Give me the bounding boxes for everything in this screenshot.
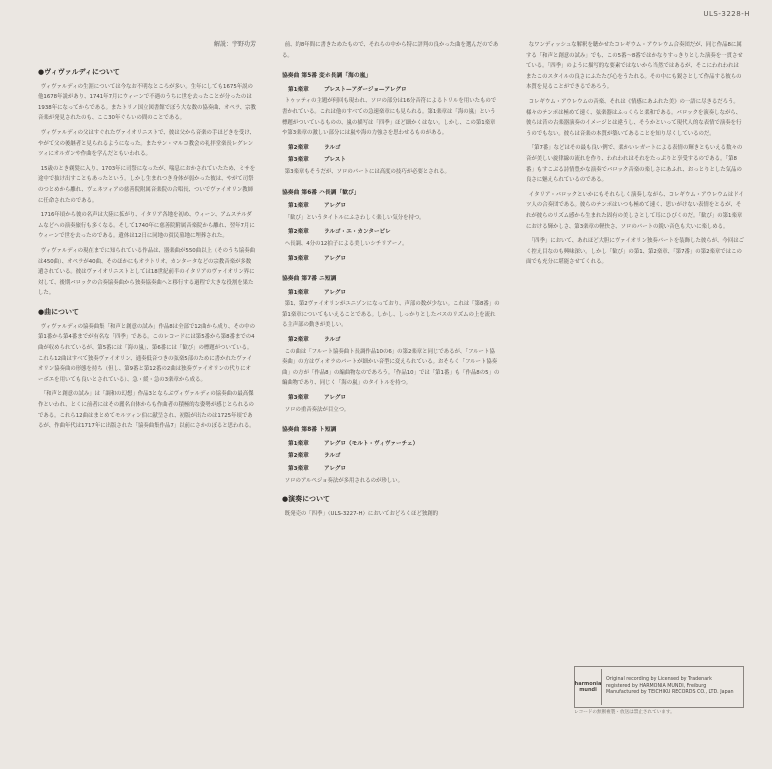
works-heading: ●曲について	[38, 307, 79, 316]
vivaldi-paragraph: ヴィヴァルディの生涯については今なお不明なところが多い。生年にしても1675年説の他1678年説があり、1741年7月にウィーンで不遇のうちに世を去ったことが分ったのは1938年になってからである。またトリノ国立図書館でぼう大な数の協奏曲、オペラ、宗教音楽が発見されたのも、ここ30年ぐらいの間のことである。	[38, 83, 256, 122]
movement-name: プレスト—アダージョ—アレグロ	[324, 86, 407, 93]
movement-row	[288, 155, 500, 166]
movement-row	[288, 227, 500, 238]
movement-name: ラルゴ	[324, 144, 341, 151]
movement-row	[288, 439, 500, 450]
works-paragraph: 「和声と創意の試み」は「調和の幻想」作品3とならぶヴィヴァルディの協奏曲の最高傑作といわれ、とくに前者にはその麗名自体からも作曲者の積極的な姿勢が感じとられるのである。これら12曲はまとめてモルツィン伯に献呈され、初版が出たのは1725年頃であるが、作曲年代は1717年に出版された「協奏曲集作品7」以前にさかのぼると思われる。	[38, 391, 255, 430]
movement-row	[288, 85, 500, 96]
performance-paragraph: 「第7番」などはその最も良い例で、柔かいレガートによる表情の輝きともいえる数々の音が美しい旋律線の流れを作り、われわれはそれをたっぷりと享受するのである。「第8番」もすこぶる詩情豊かな演奏でバロック音楽の楽しさにあふれ、おっとりとした気品の良さに魅えられているのである。	[526, 145, 743, 184]
concerto-description: ソロの重音奏法が目立つ。	[284, 406, 350, 413]
movement-row	[288, 254, 500, 265]
performance-paragraph: イタリア・バロックといかにもそれらしく演奏しながら、コレギウム・アウレウムはドイツ人の合奏団である。彼らのテンポはいつも極めて速く、思いがけない表情をとるが、それが彼らのリズム感から生まれた固有の美しさとして耳にひびくのだ。「歓び」の第1楽章における輝かしさ、第3楽章の軽快さ、ソロのパートの鋭い音色も大いに楽しめる。	[526, 191, 744, 230]
movement-name: プレスト	[324, 157, 346, 164]
concerto-description: ソロのアルペジョ奏法が多用されるのが珍しい。	[284, 477, 403, 484]
label-credit-lines	[606, 677, 743, 697]
movement-number: 第2楽章	[288, 144, 309, 151]
performance-paragraph: コレギウム・アウレウムの音楽、それは《情感にあふれた美》の一語に尽きるだろう。様々のテンポは極めて速く、弦楽器はふっくらと柔和である。バロックを演奏しながら、彼らは昔の古楽器演奏のイメージとは違うし、そうかといって現代人的な表情で演奏を行うのでもない。彼らは音楽の本質が築いてあることを知り尽くしているのだ。	[526, 98, 742, 137]
movement-name: アレグロ（モルト・ヴィヴァーチェ）	[324, 440, 419, 447]
movement-number: 第2楽章	[288, 453, 309, 460]
vivaldi-paragraph: 15歳のとき剃髪に入り、1703年に司祭になったが、喘息におかされていたため、ミサを途中で抜け出すこともあったという。しかし生まれつき身体が弱かった彼は、やがて司祭のつとめから離れ、ヴェネツィアの慈善院附属音楽院の合唱長、ついでヴァイオリン教師に任命されたのである。	[38, 165, 256, 204]
movement-row	[288, 288, 500, 299]
movement-name: アレグロ	[324, 289, 347, 296]
concerto-description: 第3楽章もそうだが、ソロのパートには高度の技巧が必要とされる。	[284, 168, 450, 175]
movement-name: アレグロ	[324, 255, 347, 262]
concerto-6-title: 協奏曲 第6番 ハ長調「歓び」	[282, 189, 360, 196]
movement-row	[288, 451, 500, 462]
concerto-description: 「歓び」というタイトルにふさわしく楽しい気分を持つ。	[284, 214, 425, 221]
movement-row	[288, 393, 500, 404]
concerto-description: ヘ長調、4分の12拍子による美しいシチリアーノ。	[284, 240, 408, 247]
credit-line: Original recording by Licensed by Tradenark	[606, 677, 712, 683]
column-1	[38, 40, 256, 436]
movement-row	[288, 464, 500, 475]
movement-name: ラルゴ	[324, 337, 341, 344]
movement-name: アレグロ	[324, 395, 347, 402]
column-2	[282, 40, 500, 524]
movement-number: 第1楽章	[288, 440, 309, 447]
movement-name: アレグロ	[324, 203, 347, 210]
movement-number: 第3楽章	[288, 466, 309, 472]
label-credit-box	[574, 666, 744, 708]
movement-number: 第2楽章	[288, 337, 309, 344]
vivaldi-paragraph: ヴィヴァルディの父はすぐれたヴァイオリニストで、彼は父から音楽の手ほどきを受け、やがて父の後継者と見られるようになった。またサン・マルコ教会の礼拝堂楽長レグレンツィにオルガンや作曲を学んだともいわれる。	[38, 129, 255, 158]
concerto-5-title: 協奏曲 第5番 変ホ長調「海の嵐」	[282, 73, 372, 80]
harmonia-mundi-logo-icon: harmonia mundi	[575, 669, 602, 705]
concerto-description: 第1、第2ヴァイオリンがユニゾンになっており、声部の数が少ない。これは「第8番」の第1楽章についてもいえることである。しかし、しっかりとしたバスのリズムの上を流れる主声部の動きが美しい。	[282, 301, 500, 329]
rights-notice: レコードの無断複製・放送は禁止されています。	[574, 710, 675, 715]
column-3	[526, 40, 744, 272]
credit-line: Manufactured by TEICHIKU RECORDS CO., LTD. Japan	[606, 690, 734, 696]
movement-row	[288, 201, 500, 212]
movement-number: 第1楽章	[288, 86, 309, 93]
movement-number: 第1楽章	[288, 289, 309, 296]
concerto-description: トゥッティの主題が何回も現われ、ソロの部分は16分音符によるトリルを用いたもので書かれている。これは他のすべての急速楽章にも見られる。第1楽章は「海の嵐」という標題がついているものの、嵐の描写は「四季」ほど細かくはない。しかし、この第1楽章や第3楽章の激しい部分には嵐や海の力強さを思わせるものがある。	[282, 98, 497, 137]
movement-number: 第3楽章	[288, 255, 309, 262]
movement-row	[288, 335, 500, 346]
movement-name: アレグロ	[324, 466, 347, 472]
performance-heading: ●演奏について	[282, 495, 330, 504]
vivaldi-heading: ●ヴィヴァルディについて	[38, 67, 120, 76]
concerto-7-title: 協奏曲 第7番 ニ短調	[282, 276, 337, 283]
performance-intro: 既発売の「四季」（ULS-3227-H）においておどろくほど独創的	[284, 511, 439, 518]
movement-number: 第3楽章	[288, 157, 309, 164]
works-paragraph: ヴィヴァルディの協奏曲集「和声と創意の試み」作品8は全部で12曲から成り、その中の第1番から第4番までが有名な「四季」である。このレコードには第5番から第8番までの4曲が収められているが、第5番には「海の嵐」、第6番には「歓び」の標題がついている。これら12曲はすべて独奏ヴァイオリン、通奏低音つきの弦楽5部のために書かれたヴァイオリン協奏曲の形態を持ち（但し、第9番と第12番の2曲は独奏ヴァイオリンの代りにオーボエを用いても良いとされている）、急・緩・急の3楽章から成る。	[38, 323, 256, 383]
column-2-intro: 前、約8年間に書きためたもので、それらの中から特に評判の良かった曲を選んだのである。	[282, 42, 499, 59]
author-credit: 解説：宇野功芳	[213, 41, 256, 48]
movement-row	[288, 143, 500, 154]
catalog-number: ULS-3228-H	[703, 10, 750, 18]
performance-paragraph: 「四季」において、あれほど大胆にヴァイオリン独奏パートを装飾した彼らが、今回はごく控え目なのも興味深い。しかし「歓び」の第1、第2楽章、「第7番」の第2楽章ではこの面でも充分に堪能させてくれる。	[526, 238, 744, 266]
movement-name: ラルゴ・エ・カンタービレ	[324, 229, 391, 236]
movement-number: 第3楽章	[288, 395, 309, 402]
vivaldi-paragraph: 1716年頃から彼の名声は大陸に拡がり、イタリア各地を初め、ウィーン、アムステルダムなどへの演奏旅行も多くなる。そして1740年に慈善院附属音楽院から離れ、翌年7月にウィーンで世を去ったのである。遺体は12日に同地の貧民墓地に埋葬された。	[38, 212, 255, 240]
movement-number: 第1楽章	[288, 203, 309, 210]
movement-number: 第2楽章	[288, 229, 309, 236]
concerto-8-title: 協奏曲 第8番 ト短調	[282, 427, 337, 434]
concerto-description: この曲は「フルート協奏曲ト長調作品10の6」の第2楽章と同じであるが、「フルート協奏曲」の方はヴィオラのパートが細かい音型に変えられている。おそらく「フルート協奏曲」の方が「作品8」の編曲物なのであろう。「作品10」では「第1番」も「作品8の5」の編曲物であり、同じく「海の嵐」のタイトルを持つ。	[282, 348, 500, 387]
movement-name: ラルゴ	[324, 453, 341, 460]
vivaldi-paragraph: ヴィヴァルディの現在までに知られている作品は、器楽曲が550曲以上（そのうち協奏曲は450曲）、オペラが40曲、そのほかにもオラトリオ、カンタータなどの宗教音楽が多数遺されている。彼はヴァイオリニストとしては18世紀前半のイタリアのヴァイオリン界に対して、後期バロックの合奏協奏曲から独奏協奏曲へと移行する過程で大きな役割を果たした。	[38, 247, 256, 297]
credit-line: registered by HARMONIA MUNDI, Freiburg	[606, 683, 707, 689]
performance-paragraph: なワンディッシュな解釈を聴かせたコレギウム・アウレウム合奏団だが、同じ作品8に属する「和声と創意の試み」でも、この5番〜8番ではかなりすっきりとした演奏を一貫させている。「四季」のように描写的な要素ではないから当然ではあるが、そこにわれわれはまたこのスタイルの良さにふたたび心をうたれる。その中にも鋭さとして作品する彼らの本質を見ることができるであろう。	[526, 42, 743, 91]
